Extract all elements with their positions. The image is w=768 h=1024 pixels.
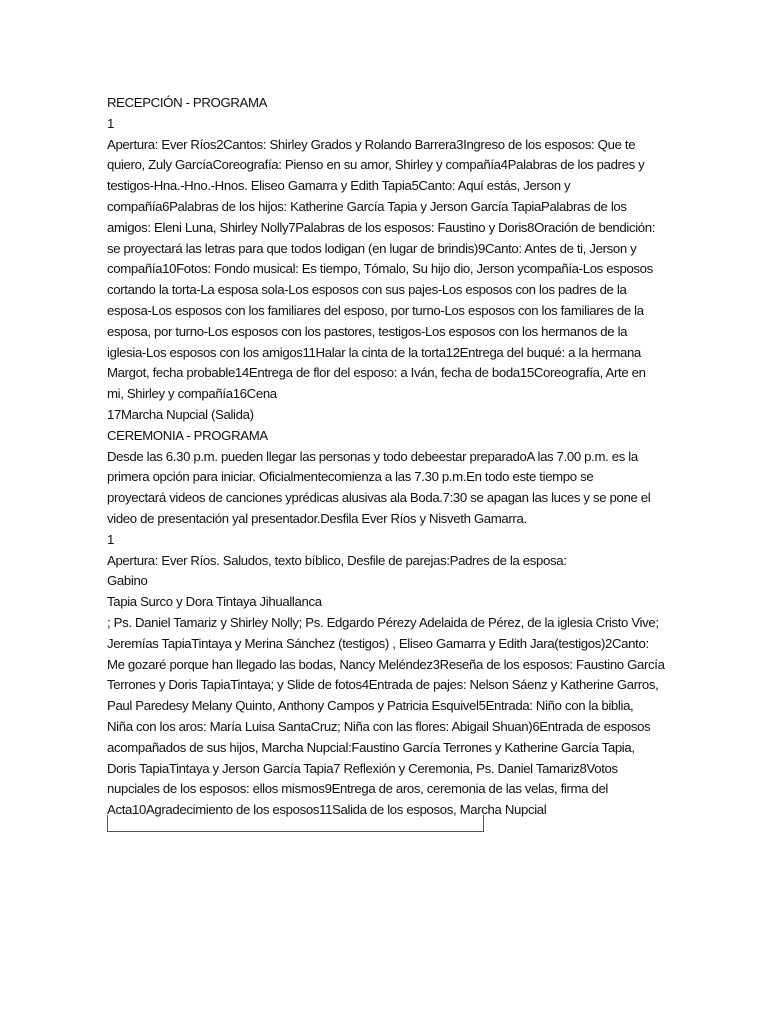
text-line: esposa-Los esposos con los familiares del esposo, por turno-Los esposos con los familiares de la <box>107 302 644 318</box>
text-line: compañía6Palabras de los hijos: Katherine García Tapia y Jerson García TapiaPalabras de los <box>107 198 627 214</box>
text-line: nupciales de los esposos: ellos mismos9Entrega de aros, ceremonia de las velas, firma del <box>107 781 609 797</box>
text-line: se proyectará las letras para que todos lodigan (en lugar de brindis)9Canto: Antes de ti, Jerson y <box>107 240 637 256</box>
text-line: Apertura: Ever Ríos. Saludos, texto bíblico, Desfile de parejas:Padres de la esposa: <box>107 552 567 568</box>
text-line: compañía10Fotos: Fondo musical: Es tiempo, Tómalo, Su hijo dio, Jerson ycompañía-Los esposos <box>107 261 653 277</box>
text-line: Me gozaré porque han llegado las bodas, Nancy Meléndez3Reseña de los esposos: Faustino García <box>107 656 665 672</box>
text-line: testigos-Hna.-Hno.-Hnos. Eliseo Gamarra y Edith Tapia5Canto: Aquí estás, Jerson y <box>107 178 571 194</box>
text-line: Gabino <box>107 573 148 589</box>
text-line: 1 <box>107 115 114 131</box>
text-line: proyectará videos de canciones yprédicas alusivas ala Boda.7:30 se apagan las luces y se pone el <box>107 490 651 506</box>
text-line: 17Marcha Nupcial (Salida) <box>107 406 254 422</box>
text-line: primera opción para iniciar. Oficialmentecomienza a las 7.30 p.m.En todo este tiempo se <box>107 469 594 485</box>
text-line: Jeremías TapiaTintaya y Merina Sánchez (testigos) , Eliseo Gamarra y Edith Jara(testigos)2Canto: <box>107 635 649 651</box>
text-line: amigos: Eleni Luna, Shirley Nolly7Palabras de los esposos: Faustino y Doris8Oración de bendición: <box>107 219 656 235</box>
text-line: Paul Paredesy Melany Quinto, Anthony Campos y Patricia Esquivel5Entrada: Niño con la biblia, <box>107 698 634 714</box>
text-line: RECEPCIÓN - PROGRAMA <box>107 95 268 110</box>
text-line: Desde las 6.30 p.m. pueden llegar las personas y todo debeestar preparadoA las 7.00 p.m. es la <box>107 448 638 464</box>
text-line: video de presentación yal presentador.Desfila Ever Ríos y Nisveth Gamarra. <box>107 510 527 526</box>
empty-box-frame <box>107 815 484 832</box>
text-line: 1 <box>107 531 114 547</box>
text-line: esposa, por turno-Los esposos con los pastores, testigos-Los esposos con los hermanos de la <box>107 323 628 339</box>
text-line: Tapia Surco y Dora Tintaya Jihuallanca <box>107 594 322 610</box>
text-line: Niña con los aros: María Luisa SantaCruz; Niña con las flores: Abigail Shuan)6Entrada de esposos <box>107 718 651 734</box>
text-line: iglesia-Los esposos con los amigos11Halar la cinta de la torta12Entrega del buqué: a la hermana <box>107 344 641 360</box>
text-line: cortando la torta-La esposa sola-Los esposos con sus pajes-Los esposos con los padres de la <box>107 282 627 298</box>
text-line: CEREMONIA - PROGRAMA <box>107 427 268 443</box>
text-line: Acta10Agradecimiento de los esposos11Salida de los esposos, Marcha Nupcial <box>107 802 547 818</box>
document-body <box>107 93 663 821</box>
text-line: Margot, fecha probable14Entrega de flor del esposo: a Iván, fecha de boda15Coreografía, Arte en <box>107 365 646 381</box>
text-line: Doris TapiaTintaya y Jerson García Tapia7 Reflexión y Ceremonia, Ps. Daniel Tamariz8Votos <box>107 760 618 776</box>
text-line: mi, Shirley y compañía16Cena <box>107 386 277 402</box>
text-line: Apertura: Ever Ríos2Cantos: Shirley Grados y Rolando Barrera3Ingreso de los esposos: Que te <box>107 136 636 152</box>
text-line: acompañados de sus hijos, Marcha Nupcial:Faustino García Terrones y Katherine García Tapia, <box>107 739 635 755</box>
text-line: quiero, Zuly GarcíaCoreografía: Pienso en su amor, Shirley y compañía4Palabras de los padres y <box>107 157 645 173</box>
text-line: ; Ps. Daniel Tamariz y Shirley Nolly; Ps. Edgardo Pérezy Adelaida de Pérez, de la iglesia Cristo Vive; <box>107 614 659 630</box>
text-line: Terrones y Doris TapiaTintaya; y Slide de fotos4Entrada de pajes: Nelson Sáenz y Katherine Garros, <box>107 677 659 693</box>
